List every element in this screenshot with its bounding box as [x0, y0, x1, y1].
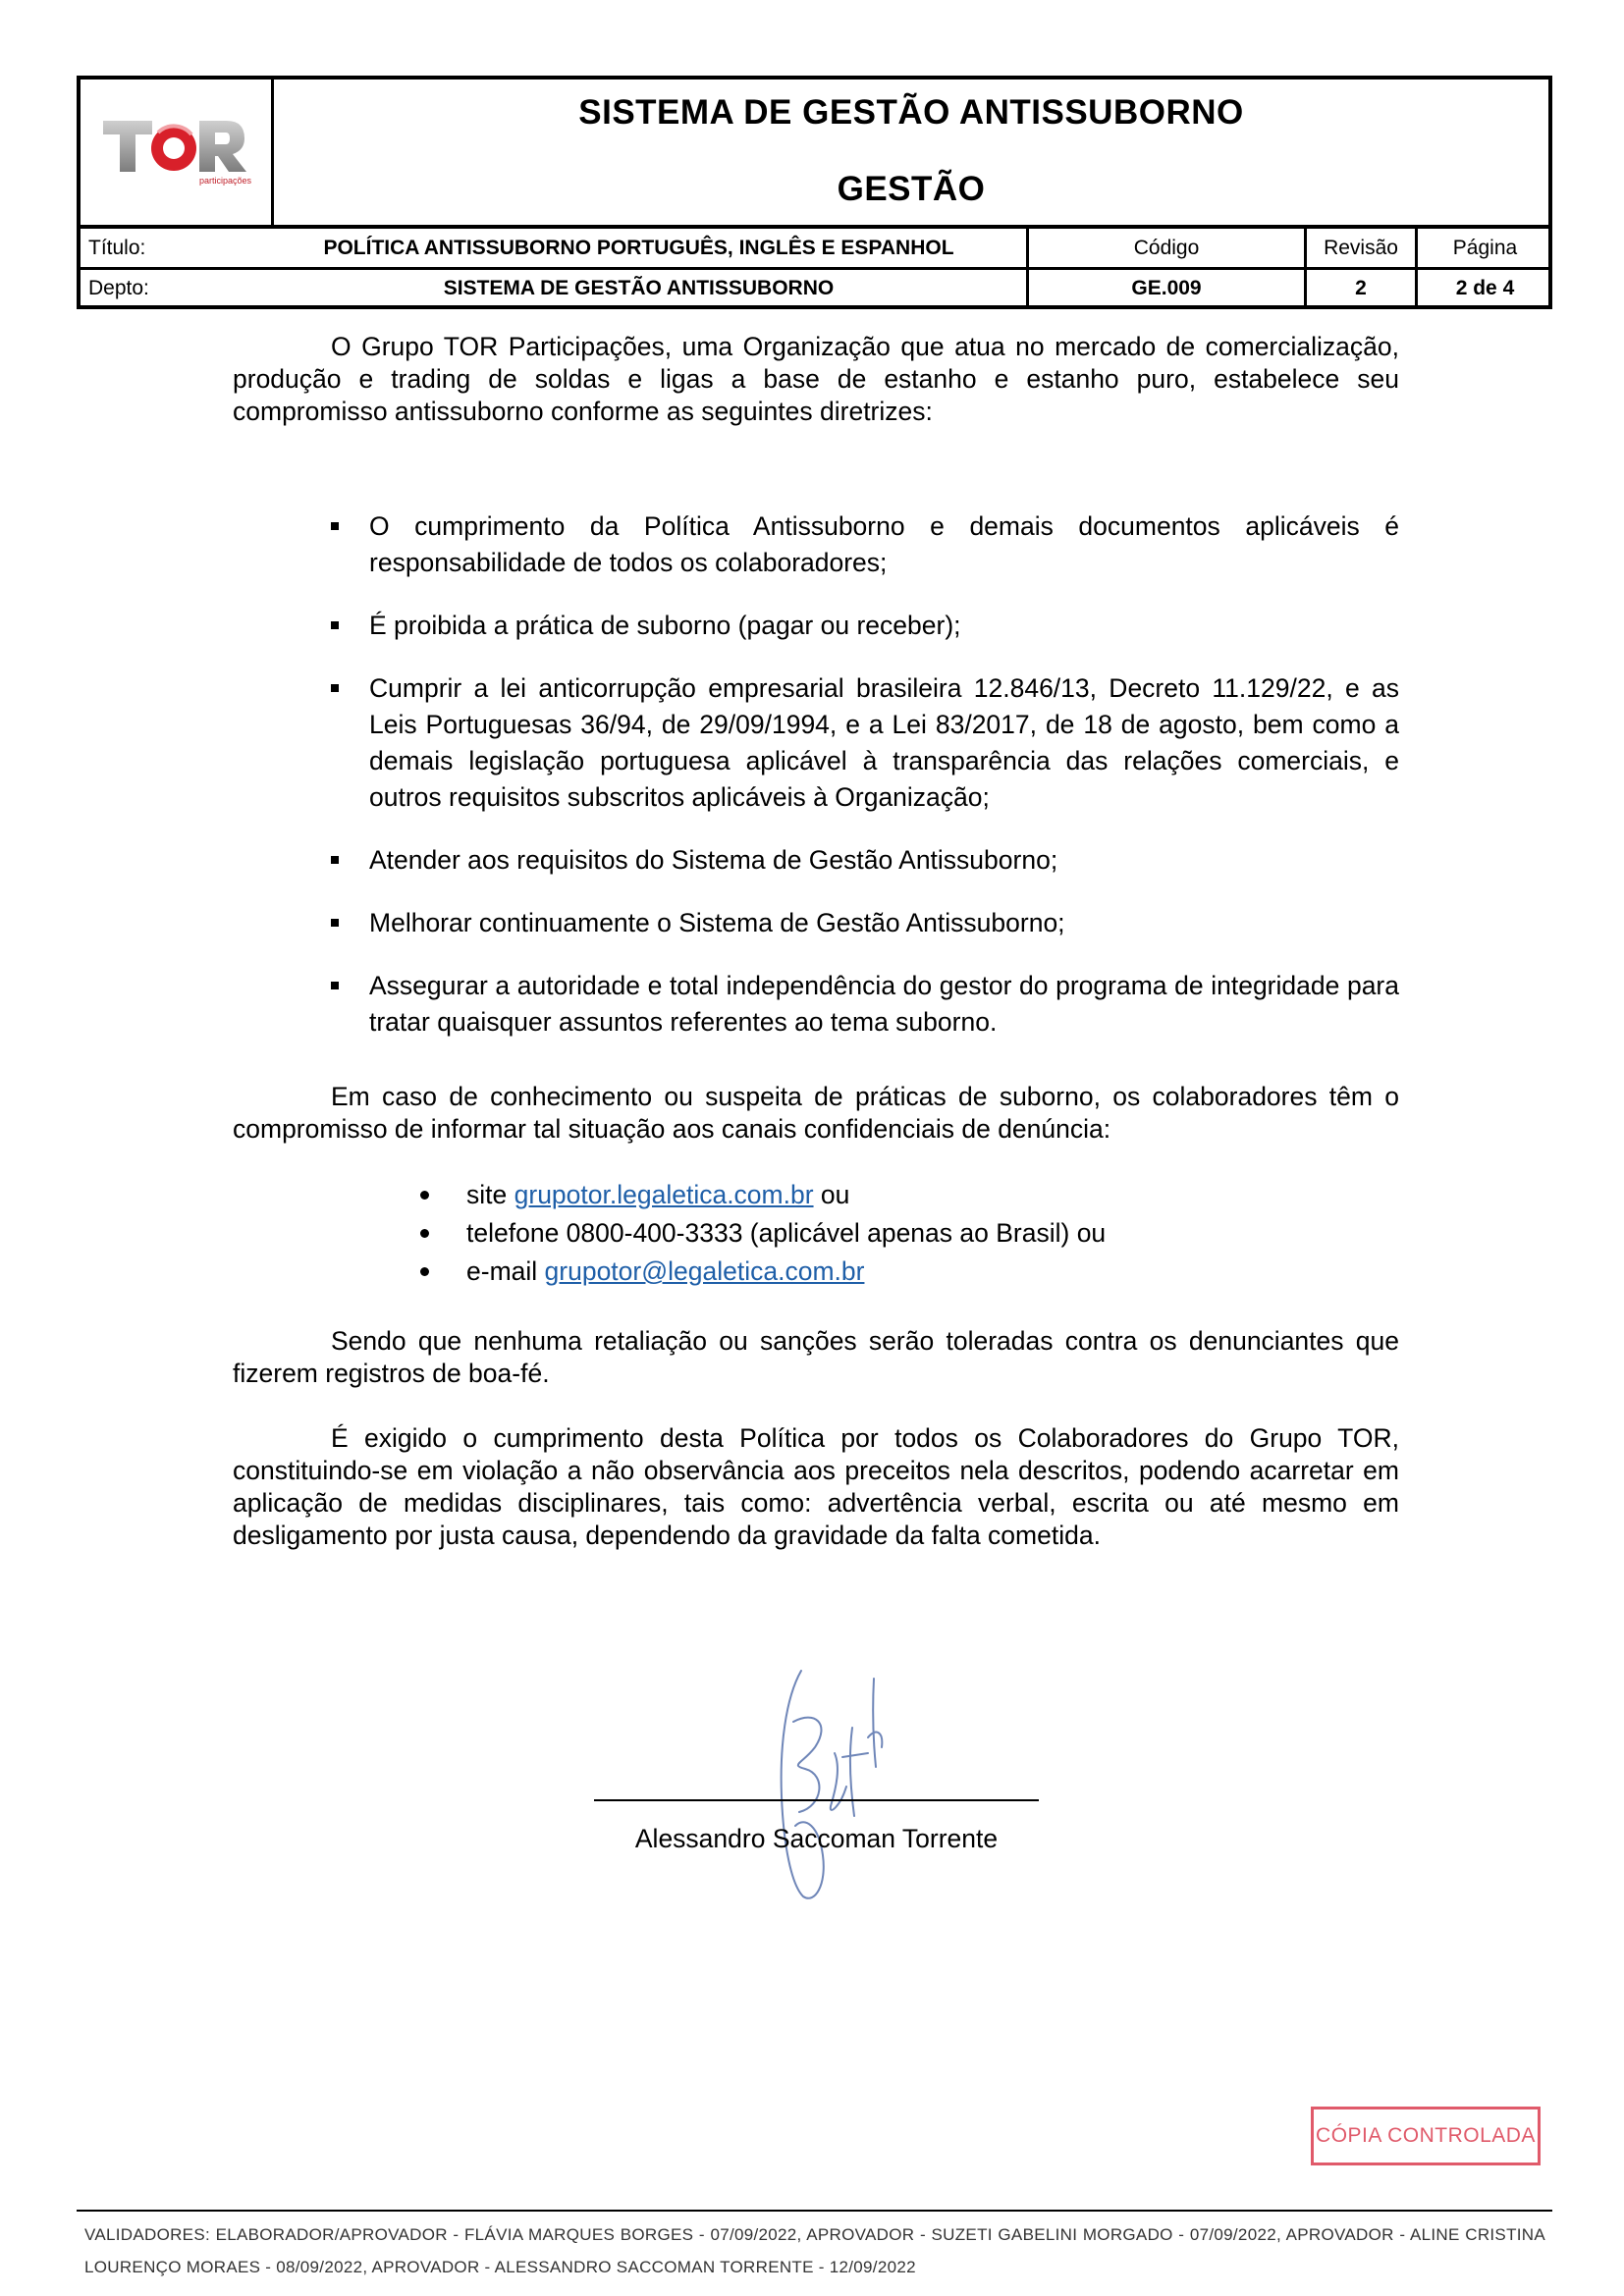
- site-label: site: [466, 1180, 508, 1209]
- department-value: SISTEMA DE GESTÃO ANTISSUBORNO: [443, 277, 835, 299]
- list-item-text: Atender aos requisitos do Sistema de Gestão Antissuborno;: [369, 845, 1058, 875]
- list-item: [233, 508, 1399, 581]
- no-retaliation-paragraph: [233, 1325, 1399, 1390]
- email-label: e-mail: [466, 1256, 538, 1286]
- tor-logo-icon: [97, 113, 254, 191]
- bullet-square-icon: [331, 621, 339, 629]
- logo-subtext: participações: [199, 176, 252, 186]
- document-info-table: [77, 229, 1552, 309]
- list-item: [233, 1253, 1399, 1291]
- section-title: GESTÃO: [837, 170, 986, 208]
- title-value: POLÍTICA ANTISSUBORNO PORTUGUÊS, INGLÊS E ESPANHOL: [323, 236, 954, 259]
- list-item-text: Cumprir a lei anticorrupção empresarial brasileira 12.846/13, Decreto 11.129/22, e as Leis Portuguesas 36/94, de 29/09/1994, e a Lei 83/2017, de 18 de agosto, bem como a demais legislação portuguesa aplicável à transparência das relações comerciais, e outros requisitos subscritos aplicáveis à Organização;: [369, 673, 1399, 812]
- list-item: [233, 842, 1399, 879]
- list-item-text: É proibida a prática de suborno (pagar ou receber);: [369, 611, 961, 640]
- report-channels-list: [233, 1176, 1399, 1291]
- report-paragraph: [233, 1081, 1399, 1146]
- directives-list: [233, 508, 1399, 1067]
- list-item: [233, 1176, 1399, 1214]
- intro-text: O Grupo TOR Participações, uma Organização que atua no mercado de comercialização, produção e trading de soldas e ligas a base de estanho e estanho puro, estabelece seu compromisso antissuborno conforme as seguintes diretrizes:: [233, 332, 1399, 426]
- enforcement-paragraph: [233, 1422, 1399, 1552]
- system-title: SISTEMA DE GESTÃO ANTISSUBORNO: [578, 93, 1244, 132]
- revision-value: 2: [1355, 277, 1367, 299]
- list-item: [233, 968, 1399, 1041]
- bullet-square-icon: [331, 919, 339, 927]
- revision-label: Revisão: [1324, 236, 1398, 259]
- bullet-square-icon: [331, 982, 339, 989]
- bullet-dot-icon: [420, 1229, 429, 1238]
- list-item-text: Assegurar a autoridade e total independência do gestor do programa de integridade para tratar quaisquer assuntos referentes ao tema suborno.: [369, 971, 1399, 1037]
- document-header: [77, 76, 1552, 229]
- email-link[interactable]: grupotor@legaletica.com.br: [544, 1256, 865, 1286]
- controlled-copy-stamp: CÓPIA CONTROLADA: [1311, 2107, 1541, 2165]
- signature-line: [594, 1799, 1039, 1801]
- code-label: Código: [1133, 236, 1200, 259]
- page-label: Página: [1452, 236, 1518, 259]
- page-value: 2 de 4: [1455, 277, 1515, 299]
- no-retaliation-text: Sendo que nenhuma retaliação ou sanções serão toleradas contra os denunciantes que fizerem registros de boa-fé.: [233, 1326, 1399, 1388]
- bullet-square-icon: [331, 856, 339, 864]
- title-label: Título:: [88, 236, 146, 259]
- report-intro-text: Em caso de conhecimento ou suspeita de práticas de suborno, os colaboradores têm o compromisso de informar tal situação aos canais confidenciais de denúncia:: [233, 1082, 1399, 1144]
- handwritten-signature: [746, 1659, 933, 1904]
- bullet-square-icon: [331, 522, 339, 530]
- footer-divider: [77, 2210, 1552, 2212]
- list-item: [233, 608, 1399, 644]
- intro-paragraph: [233, 331, 1399, 428]
- list-item: [233, 905, 1399, 941]
- list-item-text: O cumprimento da Política Antissuborno e demais documentos aplicáveis é responsabilidade de todos os colaboradores;: [369, 511, 1399, 577]
- phone-text: telefone 0800-400-3333 (aplicável apenas ao Brasil) ou: [466, 1218, 1107, 1248]
- enforcement-text: É exigido o cumprimento desta Política por todos os Colaboradores do Grupo TOR, constituindo-se em violação a não observância aos preceitos nela descritos, podendo acarretar em aplicação de medidas disciplinares, tais como: advertência verbal, escrita ou até mesmo em desligamento por justa causa, dependendo da gravidade da falta cometida.: [233, 1423, 1399, 1550]
- bullet-dot-icon: [420, 1267, 429, 1276]
- company-logo: [81, 80, 274, 225]
- site-suffix: ou: [820, 1180, 850, 1209]
- department-label: Depto:: [88, 277, 149, 299]
- code-value: GE.009: [1131, 277, 1202, 299]
- list-item: [233, 670, 1399, 816]
- bullet-dot-icon: [420, 1191, 429, 1200]
- signatory-name: Alessandro Saccoman Torrente: [634, 1824, 999, 1853]
- site-link[interactable]: grupotor.legaletica.com.br: [514, 1180, 814, 1209]
- footer-validators: VALIDADORES: ELABORADOR/APROVADOR - FLÁVIA MARQUES BORGES - 07/09/2022, APROVADOR - SUZETI GABELINI MORGADO - 07/09/2022, APROVADOR - ALINE CRISTINA LOURENÇO MORAES - 08/09/2022, APROVADOR - ALESSANDRO SACCOMAN TORRENTE - 12/09/2022: [84, 2225, 1545, 2276]
- bullet-square-icon: [331, 684, 339, 692]
- list-item-text: Melhorar continuamente o Sistema de Gestão Antissuborno;: [369, 908, 1065, 937]
- list-item: [233, 1214, 1399, 1253]
